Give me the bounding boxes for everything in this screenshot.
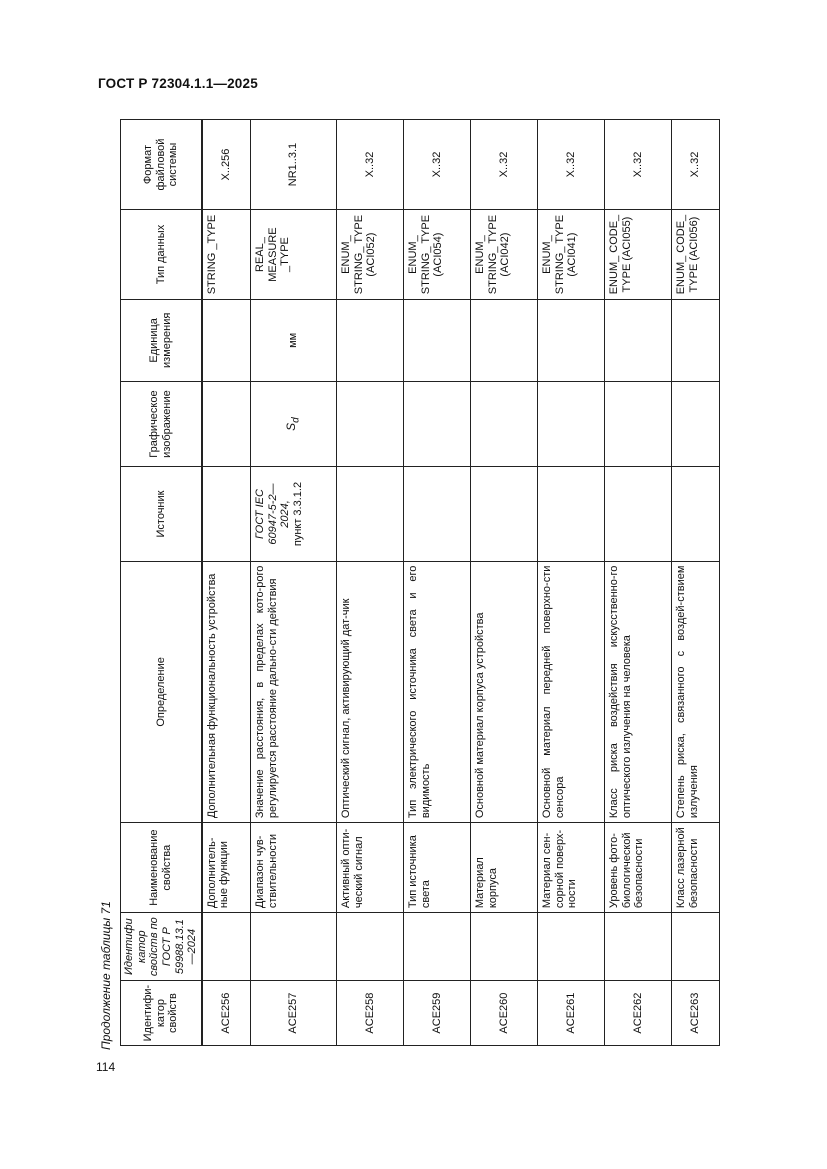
cell-name: Диапазон чув-ствительности [251,823,337,913]
cell-name: Материал корпуса [470,823,537,913]
cell-definition: Основной материал передней поверхно-сти сенсора [537,561,604,823]
cell-dtype: STRING _TYPE [202,210,251,300]
cell-source [604,467,671,561]
cell-name: Класс лазерной безопасности [671,823,719,913]
source-clause: пункт 3.3.1.2 [292,481,305,547]
cell-format: X..32 [671,120,719,210]
cell-id: ACE260 [470,981,537,1046]
table-header-row [121,120,202,1046]
cell-image [604,381,671,467]
cell-unit [337,300,404,382]
cell-format: X..256 [202,120,251,210]
cell-dtype: ENUM_ STRING_ TYPE (ACI042) [470,210,537,300]
cell-source [337,467,404,561]
cell-name: Уровень фото-биологической безопасности [604,823,671,913]
cell-image [202,381,251,467]
cell-unit [403,300,470,382]
cell-id: ACE262 [604,981,671,1046]
cell-gost-id [251,913,337,981]
symbol-base: S [284,422,299,431]
cell-unit [470,300,537,382]
cell-image [537,381,604,467]
cell-id: ACE263 [671,981,719,1046]
rotated-table-wrapper [120,119,720,1046]
table-row [403,120,470,1046]
column-header-source: Источник [121,467,202,561]
table-row [537,120,604,1046]
cell-id: ACE259 [403,981,470,1046]
cell-image [470,381,537,467]
table-row [251,120,337,1046]
cell-gost-id [403,913,470,981]
cell-definition: Значение расстояния, в пределах кото-рого регулируется расстояние дально-сти действия [251,561,337,823]
document-header: ГОСТ Р 72304.1.1—2025 [98,76,258,91]
page-number: 114 [96,1060,116,1074]
cell-definition: Тип электрического источника света и его видимость [403,561,470,823]
cell-dtype: ENUM_ STRING_ TYPE (ACI054) [403,210,470,300]
cell-id: ACE257 [251,981,337,1046]
column-header-id: Идентифи-катор свойств [121,981,202,1046]
cell-gost-id [537,913,604,981]
cell-dtype: REAL_ MEASURE _TYPE [251,210,337,300]
column-header-definition: Определение [121,561,202,823]
cell-image [671,381,719,467]
column-header-gost-id: Идентификатор свойств по ГОСТ Р 59988.13.1—2024 [121,913,202,981]
cell-source [470,467,537,561]
cell-name: Активный опти-ческий сигнал [337,823,404,913]
table-row [202,120,251,1046]
column-header-name: Наименование свойства [121,823,202,913]
table-caption: Продолжение таблицы 71 [99,901,113,1050]
cell-id: ACE258 [337,981,404,1046]
source-doc: ГОСТ IEC 60947-5-2—2024, [254,483,292,545]
column-header-format: Формат файловой системы [121,120,202,210]
table-row [604,120,671,1046]
cell-gost-id [337,913,404,981]
cell-source [537,467,604,561]
cell-name: Дополнитель-ные функции [202,823,251,913]
cell-format: X..32 [604,120,671,210]
cell-unit: мм [251,300,337,382]
cell-image [251,381,337,467]
cell-format: X..32 [470,120,537,210]
table-row [470,120,537,1046]
properties-table [120,119,720,1046]
cell-format: X..32 [537,120,604,210]
cell-name: Материал сен-сорной поверх-ности [537,823,604,913]
cell-format: X..32 [337,120,404,210]
cell-gost-id [202,913,251,981]
cell-image [337,381,404,467]
column-header-dtype: Тип данных [121,210,202,300]
cell-dtype: ENUM_ CODE_ TYPE (ACI055) [604,210,671,300]
cell-source [202,467,251,561]
cell-format: X..32 [403,120,470,210]
table-row [671,120,719,1046]
cell-gost-id [604,913,671,981]
cell-definition: Класс риска воздействия искусственно-го оптического излучения на человека [604,561,671,823]
column-header-unit: Единица измерения [121,300,202,382]
cell-gost-id [671,913,719,981]
cell-dtype: ENUM_ STRING_ TYPE (ACI041) [537,210,604,300]
cell-definition: Оптический сигнал, активирующий дат-чик [337,561,404,823]
cell-unit [537,300,604,382]
cell-format: NR1..3.1 [251,120,337,210]
cell-unit [202,300,251,382]
cell-definition: Степень риска, связанного с воздей-ствием излучения [671,561,719,823]
cell-dtype: ENUM_ STRING_ TYPE (ACI052) [337,210,404,300]
cell-source [251,467,337,561]
column-header-image: Графическое изображение [121,381,202,467]
cell-unit [604,300,671,382]
symbol-subscript: d [290,417,302,423]
cell-definition: Основной материал корпуса устройства [470,561,537,823]
cell-id: ACE261 [537,981,604,1046]
cell-dtype: ENUM_ CODE_ TYPE (ACI056) [671,210,719,300]
cell-id: ACE256 [202,981,251,1046]
cell-definition: Дополнительная функциональность устройства [202,561,251,823]
cell-source [671,467,719,561]
cell-unit [671,300,719,382]
cell-image [403,381,470,467]
table-row [337,120,404,1046]
cell-source [403,467,470,561]
cell-name: Тип источника света [403,823,470,913]
cell-gost-id [470,913,537,981]
